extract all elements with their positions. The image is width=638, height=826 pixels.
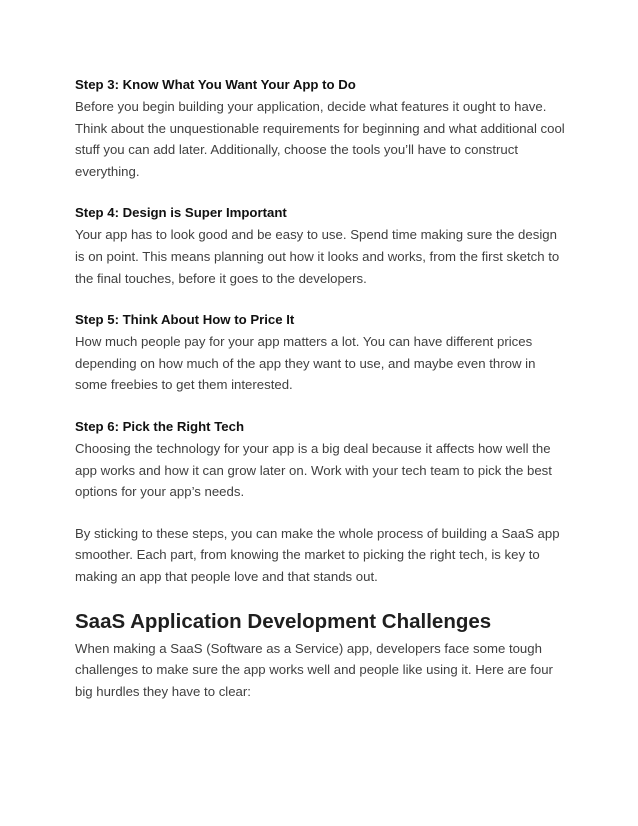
- step-6-block: [75, 416, 565, 503]
- step-6-body: Choosing the technology for your app is a big deal because it affects how well the app works and how it can grow later on. Work with your tech team to pick the best options for your app’s needs.: [75, 440, 552, 500]
- step-5-title: Step 5: Think About How to Price It: [75, 312, 295, 328]
- section-heading: SaaS Application Development Challenges: [75, 609, 492, 633]
- closing-paragraph: By sticking to these steps, you can make the whole process of building a SaaS app smoother. Each part, from knowing the market to picking the right tech, is key to making an app that people love and that stands out.: [75, 525, 560, 584]
- step-5-block: [75, 309, 565, 396]
- step-6-title: Step 6: Pick the Right Tech: [75, 418, 245, 434]
- step-4-body: Your app has to look good and be easy to use. Spend time making sure the design is on point. This means planning out how it looks and works, from the first sketch to the final touches, before it goes to the developers.: [75, 227, 560, 286]
- document-page: [75, 74, 565, 702]
- step-4-title: Step 4: Design is Super Important: [75, 205, 287, 221]
- step-3-block: [75, 74, 565, 182]
- step-5-body: How much people pay for your app matters a lot. You can have different prices depending on how much of the app they want to use, and maybe even throw in some freebies to get them interested.: [75, 334, 536, 393]
- step-3-body: Before you begin building your application, decide what features it ought to have. Think about the unquestionable requirements for beginning and what additional cool stuff you can add later. Additionally, choose the tools you’ll have to construct everything.: [75, 99, 565, 179]
- section-intro: When making a SaaS (Software as a Service) app, developers face some tough challenges to make sure the app works well and people like using it. Here are four big hurdles they have to clear:: [75, 640, 553, 699]
- step-4-block: [75, 202, 565, 289]
- step-3-title: Step 3: Know What You Want Your App to Do: [75, 77, 356, 92]
